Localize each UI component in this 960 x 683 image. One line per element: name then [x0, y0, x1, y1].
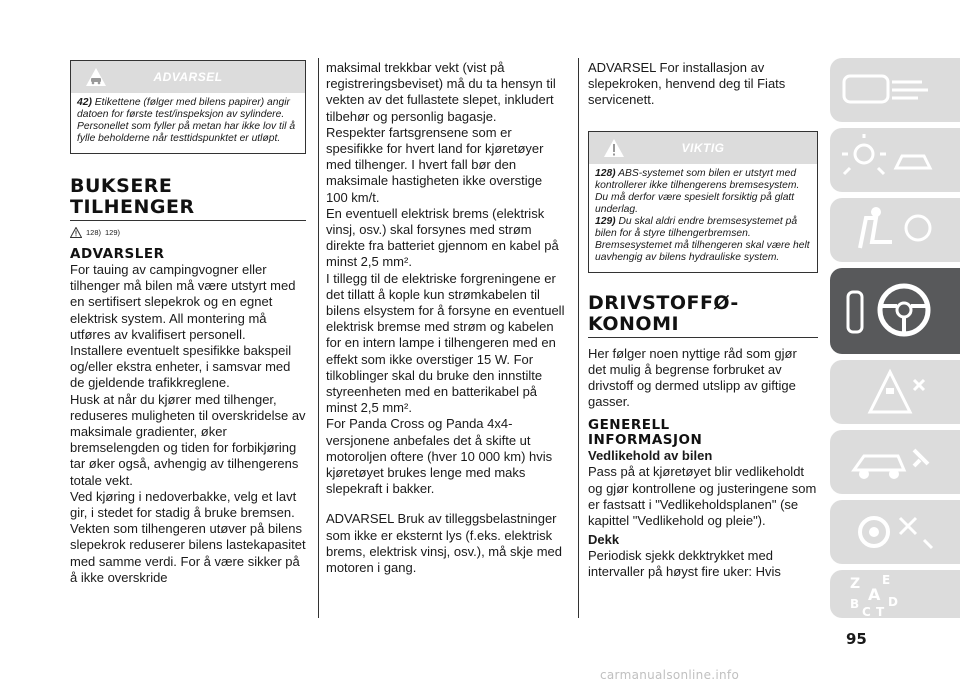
subheading-line2: INFORMASJON [588, 432, 703, 449]
paragraph: Her følger noen nyttige råd som gjør det mulig å begrense forbruket av drivstoff og dermed utslipp av giftige gasser. [588, 345, 797, 410]
section-heading-line1: BUKSERE [70, 175, 173, 197]
paragraph: Pass på at kjøretøyet blir vedlikeholdt og gjør kontrollene og justeringene som er fastsatt i "Vedlikeholdsplanen" (se kapittel "Vedlikehold og pleie"). [588, 464, 817, 529]
column-left [70, 60, 306, 586]
warning-box [70, 60, 306, 154]
warning-text: Etikettene (følger med bilens papirer) angir datoen for første test/inspeksjon av sylindere. Personellet som fyller på metan har ikke lov til å fylle beholderne når testtidspunktet er utløpt. [77, 97, 296, 144]
watermark: carmanualsonline.info [600, 668, 740, 682]
car-dashboard-icon [830, 58, 960, 122]
warning-triangle-icon [70, 227, 82, 238]
column-divider [318, 58, 319, 618]
important-box-header [589, 132, 817, 164]
intro-paragraph: ADVARSEL For installasjon av slepekroken, henvend deg til Fiats servicenett. [588, 60, 786, 108]
important-ref: 128) [595, 167, 616, 179]
paragraph: En eventuell elektrisk brems (elektrisk vinsj, osv.) skal forsynes med strøm direkte fra batteriet gjennom en kabel på minst 2,5 mm². [326, 205, 559, 270]
specs-abc-icon [830, 570, 960, 618]
subheading-line1: GENERELL [588, 417, 670, 434]
warning-box-title: ADVARSEL [153, 70, 223, 84]
section-heading-line2: KONOMI [588, 312, 680, 335]
paragraph: For Panda Cross og Panda 4x4-versjonene anbefales det å skifte ut motoroljen oftere (hver 10 000 km) hvis kjøretøyet brukes lenge med maks slepekraft i bakker. [326, 416, 553, 497]
section-heading-line1: DRIVSTOFFØ- [588, 291, 739, 314]
paragraph: Husk at når du kjører med tilhenger, reduseres muligheten til overskridelse av maksimale gradienter, øker bremselengden og tiden for forbikjøring tar øker også, avhengig av tilhengerens totale vekt. [70, 391, 306, 488]
index-letter: E [882, 573, 891, 587]
sidebar-tab-1[interactable] [830, 58, 960, 122]
paragraph: For tauing av campingvogner eller tilhenger må bilen må være utstyrt med en sertifisert slepekrok og en egnet elektrisk system. All montering må utføres av kvalifisert personell. [70, 262, 296, 342]
sidebar-tab-7[interactable] [830, 500, 960, 564]
warning-lights-icon [830, 128, 960, 192]
ref-128: 128) [86, 228, 102, 237]
paragraph: Vekten som tilhengeren utøver på bilens slepekrok reduserer bilens lastekapasitet med samme verdi. For å være sikker på å ikke overskride [70, 521, 306, 585]
important-box-title: VIKTIG [681, 140, 725, 155]
paragraph: Periodisk sjekk dekktrykket med intervaller på høyst fire uker: Hvis [588, 548, 781, 580]
tools-service-icon [830, 500, 960, 564]
seat-airbag-icon [830, 198, 960, 262]
index-letter: C [862, 605, 871, 618]
index-letter: B [850, 597, 860, 611]
subsection-title: Dekk [588, 532, 620, 548]
paragraph: Installere eventuelt spesifikke bakspeil og/eller ekstra enheter, i samsvar med de gjeldende trafikkreglene. [70, 343, 292, 391]
subsection-title: Vedlikehold av bilen [588, 448, 713, 464]
important-box-body [589, 164, 817, 272]
column-divider [578, 58, 579, 618]
warning-box-body [71, 93, 305, 153]
paragraph: I tillegg til de elektriske forgreningene er det tillatt å kople kun strømkabelen til bilens elsystem for å forsyne en eventuell elektrisk bremse med strøm og kabelen for en intern lampe i tilhengeren med en effekt som ikke overstiger 15 W. For tilkoblinger skal du bruke den innstilte styreenheten med en batterikabel på minst 2,5 mm². [326, 270, 565, 416]
column-middle [326, 60, 566, 576]
page-number: 95 [846, 630, 867, 648]
important-text: ABS-systemet som bilen er utstyrt med kontrollerer ikke tilhengerens bremsesystem. Du må derfor være spesielt forsiktig på glatt underlag. [595, 167, 800, 215]
index-letter: T [876, 605, 885, 618]
sidebar-tab-2[interactable] [830, 128, 960, 192]
important-box [588, 131, 818, 273]
index-letter: A [868, 585, 881, 604]
subheading-advarsler: ADVARSLER [70, 246, 165, 262]
sidebar-tab-active[interactable] [830, 268, 960, 354]
paragraph: maksimal trekkbar vekt (vist på registreringsbeviset) må du ta hensyn til vekten av det fullastete slepet, inkludert tilbehør og personlig bagasje. [326, 60, 556, 124]
road-emergency-icon [830, 360, 960, 424]
note-refs [70, 227, 306, 238]
important-item [595, 168, 812, 216]
ref-129: 129) [105, 228, 121, 237]
sidebar-tab-8[interactable] [830, 570, 960, 618]
important-item [595, 216, 812, 264]
chapter-sidebar [830, 58, 960, 618]
sidebar-tab-5[interactable] [830, 360, 960, 424]
key-steering-wheel-icon [830, 268, 960, 354]
important-ref: 129) [595, 215, 616, 227]
section-heading-line2: TILHENGER [70, 196, 195, 218]
warning-ref: 42) [77, 97, 92, 108]
column-right [588, 60, 818, 581]
sidebar-tab-6[interactable] [830, 430, 960, 494]
index-letter: D [888, 595, 898, 609]
warning-box-header [71, 61, 305, 93]
paragraph: ADVARSEL Bruk av tilleggsbelastninger som ikke er eksternt lys (f.eks. elektrisk brems, elektrisk vinsj, osv.), må skje med motoren i gang. [326, 511, 562, 576]
index-letter: Z [850, 576, 861, 592]
sidebar-tab-3[interactable] [830, 198, 960, 262]
important-text: Du skal aldri endre bremsesystemet på bilen for å styre tilhengerbremsen. Bremsesystemet må tilhengeren skal være helt uavhengig av bilens hydrauliske system. [595, 215, 810, 263]
paragraph: Respekter fartsgrensene som er spesifikke for hvert land for kjøretøyer med tilhenger. I hvert fall bør den maksimale hastigheten ikke overstige 100 km/t. [326, 124, 544, 205]
car-maintenance-icon [830, 430, 960, 494]
paragraph: Ved kjøring i nedoverbakke, velg et lavt gir, i stedet for stadig å bruke bremsen. [70, 488, 297, 521]
